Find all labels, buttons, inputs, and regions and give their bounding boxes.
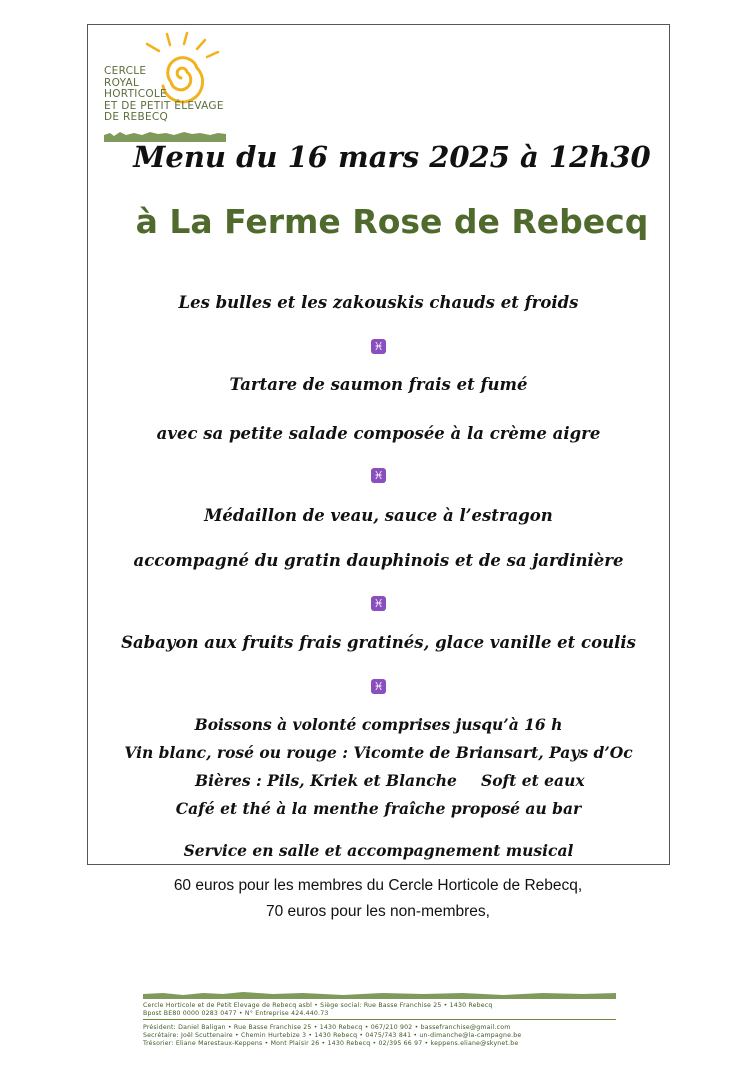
footer-president-line: Président: Daniel Baligan • Rue Basse Franchise 25 • 1430 Rebecq • 067/210 902 • bassefranchise@gmail.com [143,1024,511,1031]
drinks-line: Vin blanc, rosé ou rouge : Vicomte de Briansart, Pays d’Oc [124,743,633,762]
menu-item: Médaillon de veau, sauce à l’estragon [204,506,553,525]
venue-title: à La Ferme Rose de Rebecq [135,202,649,241]
drinks-soft: Soft et eaux [481,771,585,790]
footer-bank-line: Bpost BE80 0000 0283 0477 • N° Entreprise 424.440.73 [143,1010,329,1017]
footer-divider [143,1019,616,1020]
menu-item: accompagné du gratin dauphinois et de sa jardinière [133,551,624,570]
menu-item: Tartare de saumon frais et fumé [229,375,528,394]
footer-secretary-line: Secrétaire: Joël Scuttenaire • Chemin Hurtebize 3 • 1430 Rebecq • 0475/743 841 • un-dimanche@la-campagne.be [143,1032,522,1039]
footer-treasurer-line: Trésorier: Eliane Marestaux-Keppens • Mont Plaisir 26 • 1430 Rebecq • 02/395 66 97 • keppens.eliane@skynet.be [143,1040,519,1047]
price-non-members: 70 euros pour les non-membres, [265,903,490,920]
price-members: 60 euros pour les membres du Cercle Horticole de Rebecq, [173,877,583,894]
pisces-separator-icon: ♓ [371,679,386,694]
menu-item: avec sa petite salade composée à la crème aigre [156,424,601,443]
footer-grass-icon [143,991,616,999]
pisces-separator-icon: ♓ [371,339,386,354]
drinks-line: Boissons à volonté comprises jusqu’à 16 h [194,715,563,734]
pisces-separator-icon: ♓ [371,468,386,483]
menu-title: Menu du 16 mars 2025 à 12h30 [133,140,651,174]
footer-org-line: Cercle Horticole et de Petit Elevage de Rebecq asbl • Siège social: Rue Basse Franchise 25 • 1430 Rebecq [143,1002,493,1009]
logo-text: CERCLE ROYAL HORTICOLE ET DE PETIT ÉLEVAGE DE REBECQ [104,65,224,123]
service-line: Service en salle et accompagnement musical [183,841,574,860]
drinks-line: Café et thé à la menthe fraîche proposé au bar [175,799,582,818]
pisces-separator-icon: ♓ [371,596,386,611]
drinks-beers: Bières : Pils, Kriek et Blanche [195,771,457,790]
menu-item: Les bulles et les zakouskis chauds et froids [178,293,579,312]
menu-item: Sabayon aux fruits frais gratinés, glace vanille et coulis [121,633,636,652]
